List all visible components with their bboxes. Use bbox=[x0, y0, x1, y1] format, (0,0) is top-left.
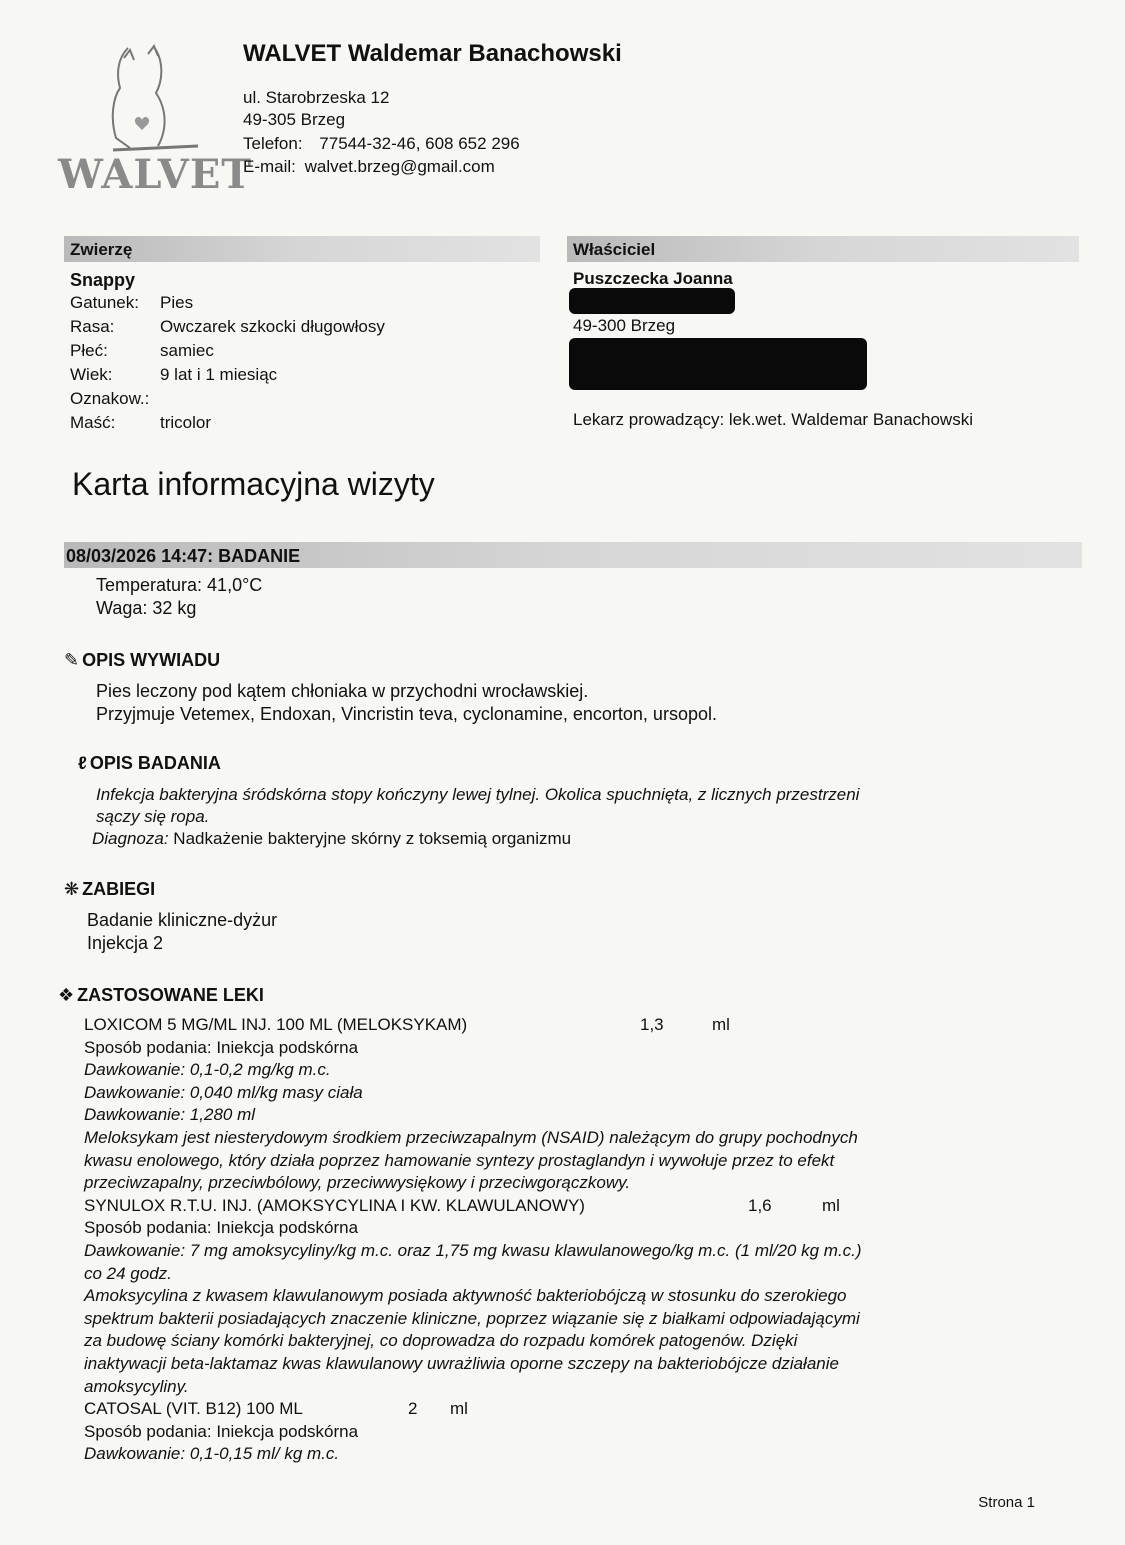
diagnosis-label: Diagnoza: bbox=[92, 829, 169, 848]
exam-section-header: ℓ OPIS BADANIA bbox=[78, 753, 221, 773]
list-item: Injekcja 2 bbox=[87, 933, 164, 953]
clinic-phone-row bbox=[243, 133, 520, 155]
animal-field-row: Płeć: samiec bbox=[70, 341, 214, 360]
weight: Waga: 32 kg bbox=[96, 598, 197, 618]
attending-doctor: Lekarz prowadzący: lek.wet. Waldemar Banachowski bbox=[573, 410, 973, 429]
med-qty: 1,3 bbox=[640, 1015, 664, 1034]
email-label: E-mail: bbox=[243, 157, 296, 176]
interview-text: Pies leczony pod kątem chłoniaka w przychodni wrocławskiej. Przyjmuje Vetemex, Endoxan, Vincristin teva, cyclonamine, encorton, ursopol. bbox=[96, 681, 717, 724]
animal-fields bbox=[70, 293, 530, 437]
diagnosis-row bbox=[92, 828, 571, 850]
med-qty: 2 bbox=[408, 1399, 418, 1419]
redacted-address bbox=[569, 288, 735, 314]
animal-field-row: Maść: tricolor bbox=[70, 413, 212, 432]
med-unit: ml bbox=[450, 1399, 468, 1419]
med-qty: 1,6 bbox=[748, 1195, 772, 1215]
meds-list: LOXICOM 5 MG/ML INJ. 100 ML (MELOKSYKAM) 1,3 ml Sposób podania: Iniekcja podskórna Dawkowanie: 0,1-0,2 mg/kg m.c. Dawkowanie: 0,040 ml/kg masy ciała Dawkowanie: 1,280 ml Meloksykam jest niesterydowym środkiem przeciwzapalnym (NSAID) należącym do grupy pochodnych kwasu enolowego, który działa poprzez hamowanie syntezy prostaglandyn i wywołuje przez to efekt przeciwzapalny, przeciwbólowy, przeciwwysiękowy i przeciwgorączkowy. SYNULOX R.T.U. INJ. (AMOKSYCYLINA I KW. KLAWULANOWY) 1,6 ml Sposób podania: Iniekcja podskórna Dawkowanie: 7 mg amoksycyliny/kg m.c. oraz 1,75 mg kwasu klawulanowego/kg m.c. (1 ml/20 kg m.c.) co 24 godz. Amoksycylina z kwasem klawulanowym posiada aktywność bakteriobójczą w stosunku do szerokiego spektrum bakterii posiadających znaczenie kliniczne, poprzez wiązanie się z białkami odpowiadającymi za budowę ściany komórki bakteryjnej, co doprowadza do rozpadu komórek patogenów. Dzięki inaktywacji beta-laktamaz kwas klawulanowy uwrażliwia oporne szczepy na bakteriobójcze działanie amoksycyliny. CATOSAL (VIT. B12) 100 ML 2 ml Sposób podania: Iniekcja podskórna Dawkowanie: 0,1-0,15 ml/ kg m.c. bbox=[84, 1014, 1084, 1466]
animal-field-row: Wiek: 9 lat i 1 miesiąc bbox=[70, 365, 278, 384]
med-route: Sposób podania: Iniekcja podskórna bbox=[84, 1037, 359, 1057]
phone-label: Telefon: bbox=[243, 134, 303, 153]
visit-header-bar bbox=[64, 542, 1082, 568]
dog-icon: ✎ bbox=[64, 650, 80, 670]
owner-name: Puszczecka Joanna bbox=[573, 269, 733, 288]
med-name: SYNULOX R.T.U. INJ. (AMOKSYCYLINA I KW. KLAWULANOWY) bbox=[84, 1195, 585, 1215]
med-unit: ml bbox=[712, 1015, 730, 1034]
clinic-city: 49-305 Brzeg bbox=[243, 110, 346, 129]
thermometer-icon: ℓ bbox=[78, 753, 87, 773]
med-name: CATOSAL (VIT. B12) 100 ML bbox=[84, 1399, 303, 1419]
med-route: Sposób podania: Iniekcja podskórna bbox=[84, 1421, 359, 1441]
meds-section-header: ❖ ZASTOSOWANE LEKI bbox=[58, 985, 264, 1005]
procedures-section-header: ❋ ZABIEGI bbox=[64, 879, 156, 899]
med-route: Sposób podania: Iniekcja podskórna bbox=[84, 1218, 359, 1238]
cat-dog-logo-icon bbox=[58, 38, 223, 158]
clinic-street: ul. Starobrzeska 12 bbox=[243, 88, 390, 107]
redacted-contact bbox=[569, 338, 867, 390]
animal-name: Snappy bbox=[70, 270, 136, 290]
med-catosal-row bbox=[84, 1398, 1084, 1421]
temperature: Temperatura: 41,0°C bbox=[96, 575, 263, 595]
page-number: Strona 1 bbox=[978, 1494, 1035, 1511]
asterisk-icon: ❋ bbox=[64, 879, 80, 899]
document-title: Karta informacyjna wizyty bbox=[72, 466, 435, 502]
clinic-email-row bbox=[243, 156, 495, 178]
animal-field-row: Oznakow.: bbox=[70, 389, 150, 408]
interview-section-header: ✎ OPIS WYWIADU bbox=[64, 650, 221, 670]
list-item: Badanie kliniczne-dyżur bbox=[87, 910, 278, 930]
procedures-list bbox=[87, 909, 277, 955]
pill-icon: ❖ bbox=[58, 985, 75, 1005]
clinic-name: WALVET Waldemar Banachowski bbox=[243, 40, 622, 67]
animal-field-row: Gatunek: Pies bbox=[70, 293, 194, 312]
animal-header-bar bbox=[64, 236, 540, 262]
email-value: walvet.brzeg@gmail.com bbox=[304, 157, 495, 176]
animal-field-row: Rasa: Owczarek szkocki długowłosy bbox=[70, 317, 385, 336]
med-loxicom-row bbox=[84, 1014, 1084, 1037]
owner-city: 49-300 Brzeg bbox=[573, 316, 676, 335]
clinic-logo bbox=[58, 38, 253, 198]
phone-value: 77544-32-46, 608 652 296 bbox=[319, 134, 520, 153]
med-synulox-row bbox=[84, 1195, 1084, 1218]
owner-header-bar bbox=[567, 236, 1079, 262]
exam-text: Infekcja bakteryjna śródskórna stopy kończyny lewej tylnej. Okolica spuchnięta, z licznych przestrzeni sączy się ropa. bbox=[96, 785, 860, 826]
med-name: LOXICOM 5 MG/ML INJ. 100 ML (MELOKSYKAM) bbox=[84, 1015, 468, 1034]
animal-header: Zwierzę bbox=[70, 240, 133, 259]
owner-header: Właściciel bbox=[573, 240, 656, 259]
diagnosis-value: Nadkażenie bakteryjne skórny z toksemią organizmu bbox=[173, 829, 572, 848]
med-unit: ml bbox=[822, 1195, 840, 1215]
visit-header: 08/03/2026 14:47: BADANIE bbox=[66, 546, 301, 566]
logo-text: WALVET bbox=[58, 151, 253, 198]
